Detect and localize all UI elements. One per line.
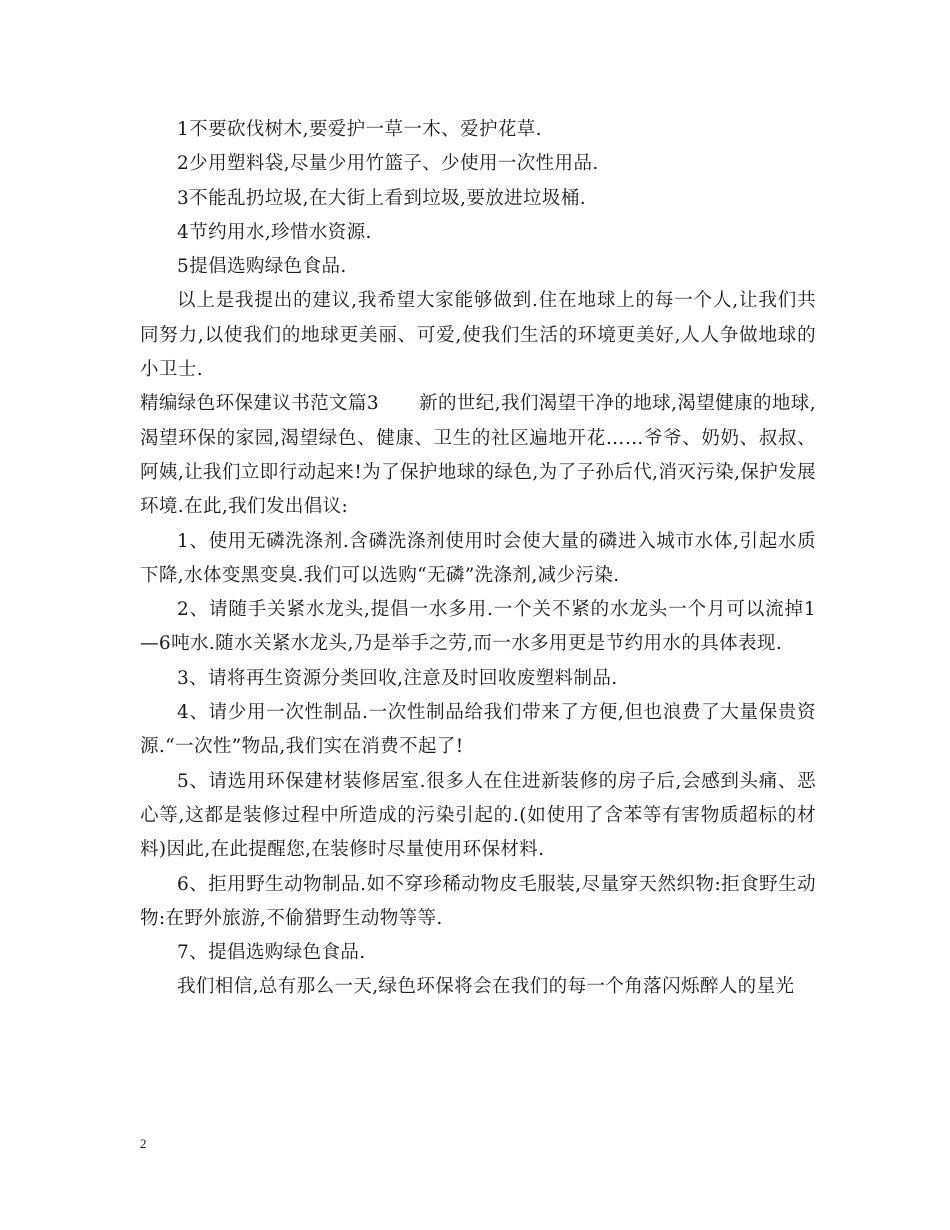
paragraph-5: 5提倡选购绿色食品. (177, 256, 347, 278)
paragraph-4: 4节约用水,珍惜水资源. (177, 221, 372, 243)
document-body (140, 113, 816, 1005)
closing-paragraph: 我们相信,总有那么一天,绿色环保将会在我们的每一个角落闪烁醉人的星光 (177, 976, 795, 998)
section-title: 精编绿色环保建议书范文篇3 (140, 393, 380, 415)
proposal-4: 4、请少用一次性制品.一次性制品给我们带来了方便,但也浪费了大量保贵资源.“一次性”物品,我们实在消费不起了! (140, 702, 816, 758)
paragraph-1: 1不要砍伐树木,要爱护一草一木、爱护花草. (177, 119, 542, 140)
proposal-2: 2、请随手关紧水龙头,提倡一水多用.一个关不紧的水龙头一个月可以流掉1—6吨水.随水关紧水龙头,乃是举手之劳,而一水多用更是节约用水的具体表现. (140, 599, 816, 655)
section-intro-paragraph (140, 387, 816, 524)
proposal-5: 5、请选用环保建材装修居室.很多人在住进新装修的房子后,会感到头痛、恶心等,这都是装修过程中所造成的污染引起的.(如使用了含苯等有害物质超标的材料)因此,在此提醒您,在装修时尽量使用环保材料. (140, 770, 816, 861)
page-number: 2 (140, 1136, 147, 1151)
paragraph-6: 以上是我提出的建议,我希望大家能够做到.住在地球上的每一个人,让我们共同努力,以使我们的地球更美丽、可爱,使我们生活的环境更美好,人人争做地球的小卫士. (140, 290, 816, 381)
proposal-3: 3、请将再生资源分类回收,注意及时回收废塑料制品. (177, 667, 618, 689)
proposal-7: 7、提倡选购绿色食品. (177, 942, 366, 964)
proposal-6: 6、拒用野生动物制品.如不穿珍稀动物皮毛服装,尽量穿天然织物:拒食野生动物:在野外旅游,不偷猎野生动物等等. (140, 873, 816, 929)
proposal-1: 1、使用无磷洗涤剂.含磷洗涤剂使用时会使大量的磷进入城市水体,引起水质下降,水体变黑变臭.我们可以选购“无磷”洗涤剂,减少污染. (140, 530, 816, 586)
section-intro: 新的世纪,我们渴望干净的地球,渴望健康的地球,渴望环保的家园,渴望绿色、健康、卫生的社区遍地开花……爷爷、奶奶、叔叔、阿姨,让我们立即行动起来!为了保护地球的绿色,为了子孙后代,消灭污染,保护发展环境.在此,我们发出倡议: (140, 393, 816, 518)
paragraph-2: 2少用塑料袋,尽量少用竹篮子、少使用一次性用品. (177, 153, 599, 175)
paragraph-3: 3不能乱扔垃圾,在大街上看到垃圾,要放进垃圾桶. (177, 187, 587, 209)
